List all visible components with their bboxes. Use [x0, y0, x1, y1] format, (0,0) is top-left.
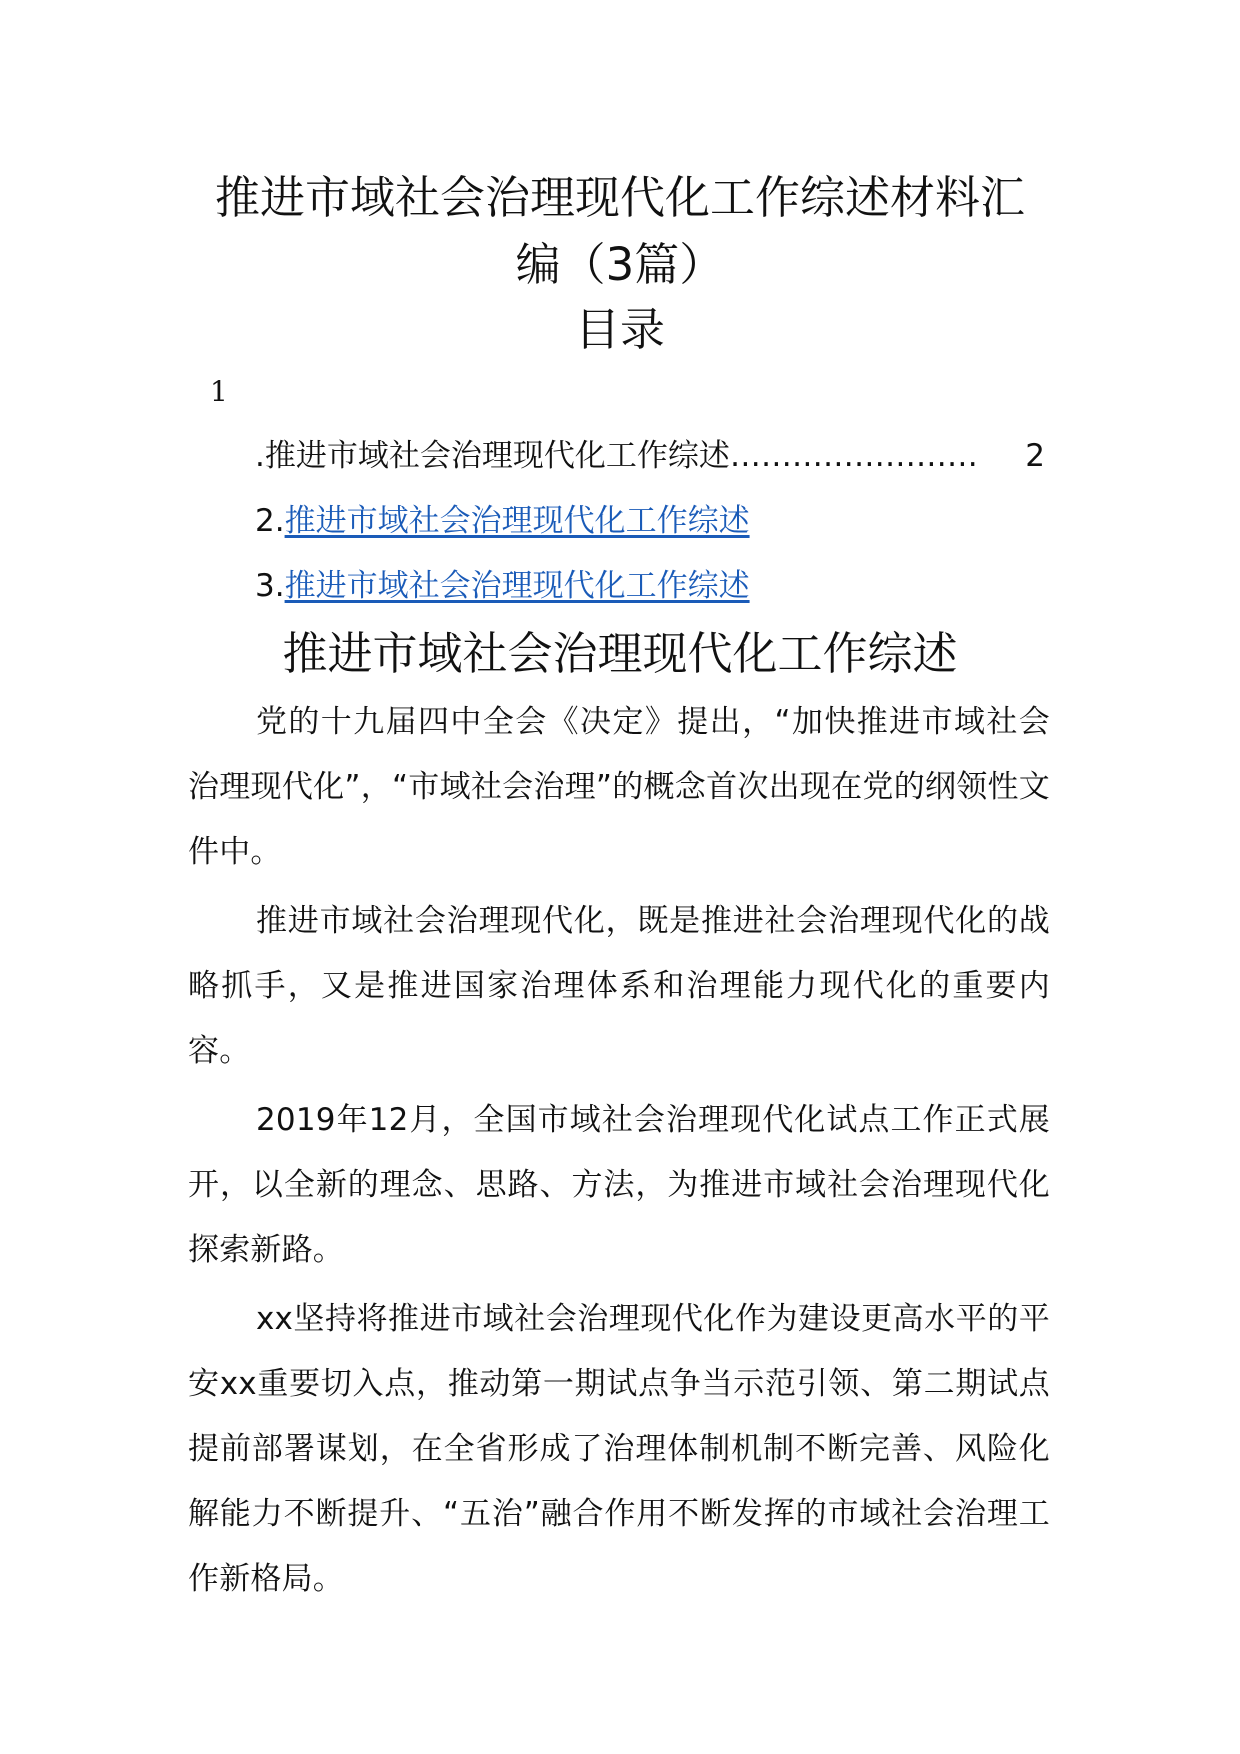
document-title-line-2: 编（3篇） [515, 238, 725, 291]
toc-item-3[interactable] [255, 563, 750, 609]
paragraph-2: 推进市域社会治理现代化，既是推进社会治理现代化的战略抓手，又是推进国家治理体系和治理能力现代化的重要内容。 [188, 903, 1050, 1069]
paragraph-4: xx坚持将推进市域社会治理现代化作为建设更高水平的平安xx重要切入点，推动第一期试点争当示范引领、第二期试点提前部署谋划，在全省形成了治理体制机制不断完善、风险化解能力不断提升、“五治”融合作用不断发挥的市域社会治理工作新格局。 [188, 1301, 1050, 1597]
section-title: 推进市域社会治理现代化工作综述 [282, 627, 958, 680]
paragraph-1: 党的十九届四中全会《决定》提出，“加快推进市域社会治理现代化”，“市域社会治理”的概念首次出现在党的纲领性文件中。 [188, 704, 1050, 870]
toc-item-1-page: 2 [1025, 438, 1045, 474]
toc-item-3-link[interactable]: 推进市域社会治理现代化工作综述 [284, 568, 750, 604]
toc-heading: 目录 [574, 303, 665, 356]
toc-item-1-label: .推进市域社会治理现代化工作综述 [255, 438, 730, 474]
toc-item-2-link[interactable]: 推进市域社会治理现代化工作综述 [284, 503, 750, 539]
toc-item-2[interactable] [255, 498, 750, 544]
toc-item-1[interactable] [255, 433, 1045, 479]
document-title-line-1: 推进市域社会治理现代化工作综述材料汇 [214, 171, 1025, 224]
toc-item-2-prefix: 2. [255, 503, 285, 539]
toc-number-prefix: 1 [210, 375, 228, 408]
toc-item-3-prefix: 3. [255, 568, 285, 604]
section-body [188, 690, 1050, 1616]
toc-item-1-leader: …………………… [729, 438, 978, 474]
paragraph-3: 2019年12月，全国市域社会治理现代化试点工作正式展开，以全新的理念、思路、方法，为推进市域社会治理现代化探索新路。 [188, 1102, 1050, 1268]
